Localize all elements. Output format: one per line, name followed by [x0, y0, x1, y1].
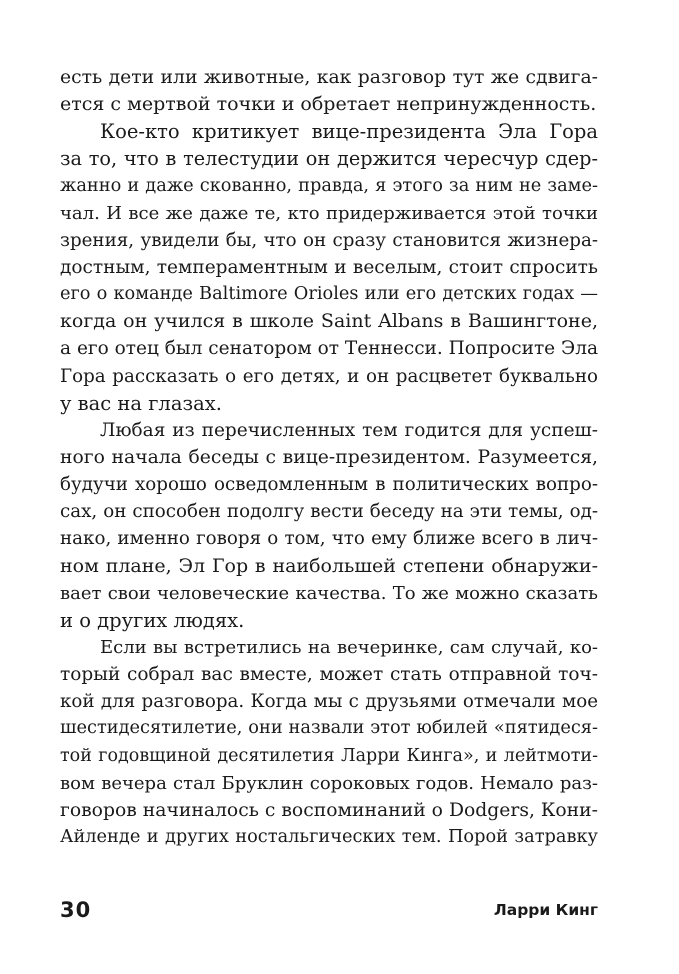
text-line: кой для разговора. Когда мы с друзьями отмечали мое — [60, 691, 598, 713]
paragraph-first-line: Если вы встретились на вечеринке, сам случай, ко- — [100, 636, 598, 658]
text-line: когда он учился в школе Saint Albans в Вашингтоне, — [60, 310, 598, 333]
text-line: ного начала беседы с вице-президентом. Разумеется, — [60, 446, 598, 468]
text-line: чал. И все же даже те, кто придерживается этой точки — [60, 202, 598, 224]
paragraph-first-line: Кое-кто критикует вице-президента Эла Гора — [100, 120, 598, 144]
text-line: Айленде и других ностальгических тем. Порой затравку — [60, 826, 598, 847]
text-line: его о команде Baltimore Orioles или его детских годах — — [60, 284, 598, 305]
text-line: а его отец был сенатором от Теннесси. Попросите Эла — [60, 338, 598, 360]
text-line: той годовщиной десятилетия Ларри Кинга», и лейтмоти- — [60, 745, 598, 766]
text-line: вом вечера стал Бруклин сороковых годов. Немало раз- — [60, 772, 598, 794]
text-line: будучи хорошо осведомленным в политических вопро- — [60, 474, 598, 496]
paragraph-first-line: Любая из перечисленных тем годится для успеш- — [100, 419, 598, 441]
text-line: шестидесятилетие, они назвали этот юбилей «пятидеся- — [60, 718, 598, 739]
text-line: за то, что в телестудии он держится чересчур сдер- — [60, 147, 598, 171]
text-line: ном плане, Эл Гор в наибольшей степени обнаружи- — [60, 554, 598, 577]
text-line: жанно и даже скованно, правда, я этого за ним не заме- — [60, 175, 598, 196]
page-body-text — [60, 64, 598, 851]
text-line: вает свои человеческие качества. То же можно сказать — [60, 582, 598, 604]
text-line: сах, он способен подолгу вести беседу на эти темы, од- — [60, 501, 598, 523]
running-title: Ларри Кинг — [493, 901, 598, 919]
text-line: Гора рассказать о его детях, и он расцветет буквально — [60, 365, 598, 387]
text-line: и о других людях. — [60, 608, 245, 632]
text-line: нако, именно говоря о том, что ему ближе всего в лич- — [60, 528, 598, 550]
text-line: говоров начиналось с воспоминаний о Dodgers, Кони- — [60, 799, 598, 821]
text-line: ется с мертвой точки и обретает непринужденность. — [60, 93, 597, 116]
text-line: достным, темпераментным и веселым, стоит спросить — [60, 256, 598, 278]
text-line: есть дети или животные, как разговор тут же сдвига- — [60, 67, 598, 88]
page-footer — [60, 898, 598, 924]
text-line: зрения, увидели бы, что он сразу становится жизнера- — [60, 229, 598, 251]
text-line: у вас на глазах. — [60, 391, 222, 415]
text-line: торый собрал вас вместе, может стать отправной точ- — [60, 664, 598, 686]
page-number: 30 — [60, 898, 92, 922]
